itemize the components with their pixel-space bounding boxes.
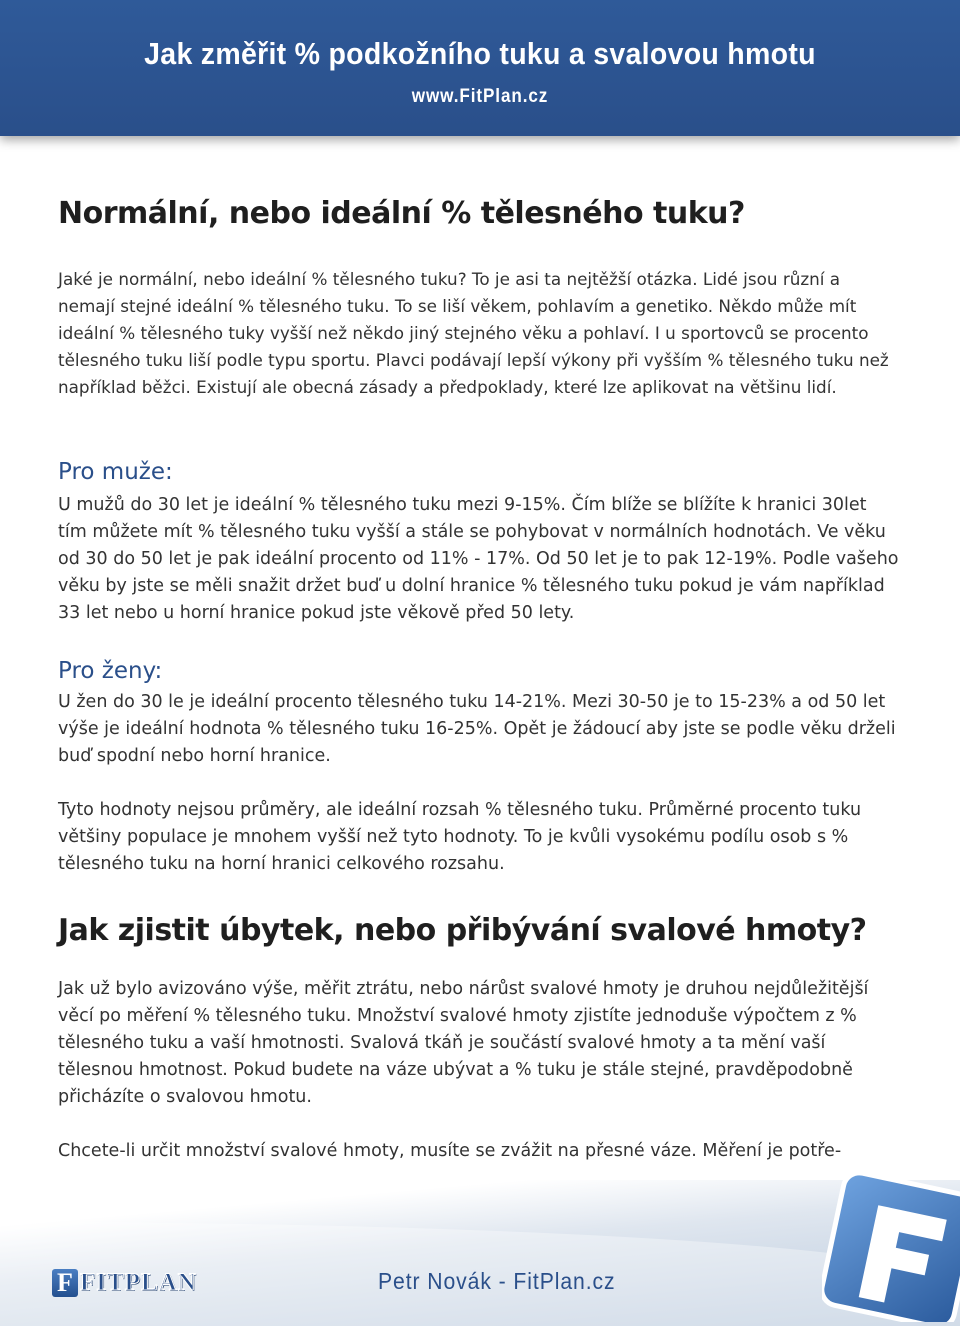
women-paragraph: U žen do 30 le je ideální procento tělesného tuku 14-21%. Mezi 30-50 je to 15-23% a od 50 let výše je ideální hodnota % tělesného tuku 16-25%. Opět je žádoucí aby jste se podle věku drželi buď spodní nebo horní hranice.	[58, 692, 896, 766]
website-url[interactable]: www.FitPlan.cz	[411, 86, 549, 107]
logo-wordmark: FITPLAN	[80, 1269, 197, 1296]
averages-paragraph: Tyto hodnoty nejsou průměry, ale ideální rozsah % tělesného tuku. Průměrné procento tuku většiny populace je mnohem vyšší než tyto hodnoty. To je kvůli vysokému podílu osob s % tělesného tuku na horní hranici celkového rozsahu.	[58, 800, 862, 874]
document-title: Jak změřit % podkožního tuku a svalovou hmotu	[144, 36, 816, 71]
men-paragraph: U mužů do 30 let je ideální % tělesného tuku mezi 9-15%. Čím blíže se blížíte k hranici 30let tím můžete mít % tělesného tuku vyšší a stále se pohybovat v normálních hodnotách. Ve věku od 30 do 50 let je pak ideální procento od 11% - 17%. Od 50 let je to pak 12-19%. Podle vašeho věku by jste se měli snažit držet buď u dolní hranice % tělesného tuku pokud je vám například 33 let nebo u horní hranice pokud jste věkově před 50 lety.	[58, 495, 899, 623]
footer-author: Petr Novák - FitPlan.cz	[378, 1268, 616, 1294]
subheading-men: Pro muže:	[58, 459, 173, 485]
section-heading-body-fat: Normální, nebo ideální % tělesného tuku?	[58, 196, 745, 231]
muscle-paragraph: Jak už bylo avizováno výše, měřit ztrátu, nebo nárůst svalové hmoty je druhou nejdůležitější věcí po měření % tělesného tuku. Množství svalové hmoty zjistíte jednoduše výpočtem z % tělesného tuku a vaší hmotnosti. Svalová tkáň je součástí svalové hmoty a ta mění vaší tělesnou hmotnost. Pokud budete na váze ubývat a % tuku je stále stejné, pravděpodobně přicházíte o svalovou hmotu.	[58, 979, 869, 1107]
subheading-women: Pro ženy:	[58, 658, 163, 684]
fitplan-logo	[52, 1268, 197, 1298]
section-heading-muscle-mass: Jak zjistit úbytek, nebo přibývání svalové hmoty?	[58, 913, 867, 948]
page-header	[0, 0, 960, 136]
logo-f-icon: F	[52, 1269, 78, 1297]
weigh-paragraph: Chcete-li určit množství svalové hmoty, musíte se zvážit na přesné váze. Měření je potře-	[58, 1141, 842, 1161]
fitplan-f-icon	[822, 1172, 960, 1322]
intro-paragraph: Jaké je normální, nebo ideální % tělesného tuku? To je asi ta nejtěžší otázka. Lidé jsou různí a nemají stejné ideální % tělesného tuku. To se liší věkem, pohlavím a genetiko. Někdo může mít ideální % tělesného tuky vyšší než někdo jiný stejného věku a pohlaví. I u sportovců se procento tělesného tuku liší podle typu sportu. Plavci podávají lepší výkony při vyšším % tělesného tuku než například běžci. Existují ale obecná zásady a předpoklady, které lze aplikovat na většinu lidí.	[58, 269, 889, 397]
